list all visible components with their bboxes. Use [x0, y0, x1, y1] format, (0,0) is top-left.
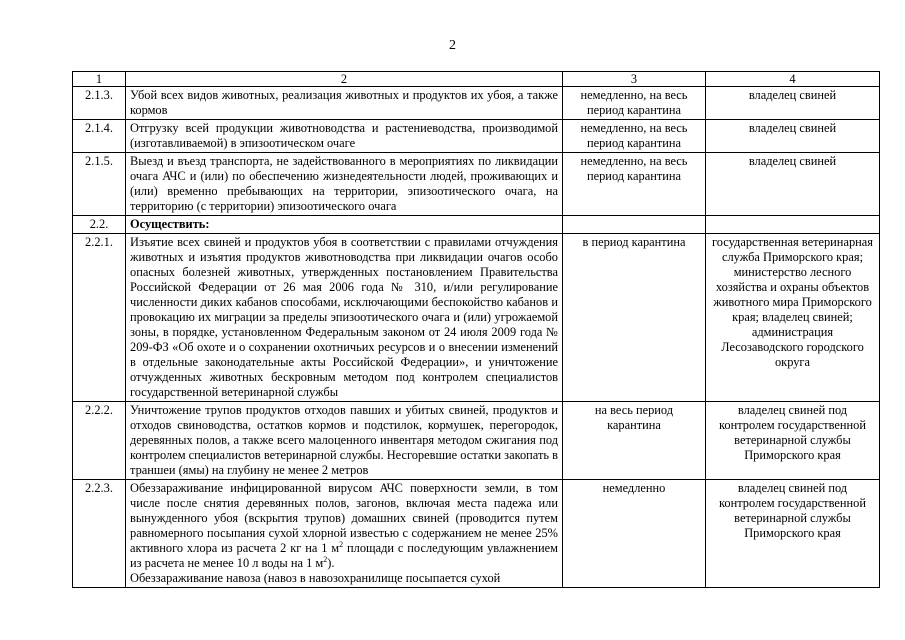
item-action: Отгрузку всей продукции животноводства и растениеводства, производимой (изготавливаемой) в эпизоотическом очаге	[126, 120, 563, 153]
table-row	[73, 234, 880, 402]
header-cell: 3	[563, 72, 706, 87]
superscript: 2	[323, 554, 328, 564]
item-action: Уничтожение трупов продуктов отходов павших и убитых свиней, продуктов и отходов свиноводства, остатков кормов и подстилок, кормушек, перегородок, деревянных полов, а также всего малоценного инвентаря методом сжигания под контролем специалистов ветеринарной службы. Несгоревшие остатки закопать в траншеи (ямы) на глубину не менее 2 метров	[126, 402, 563, 480]
item-action: Выезд и въезд транспорта, не задействованного в мероприятиях по ликвидации очага АЧС и (или) по обеспечению жизнедеятельности людей, проживающих и (или) временно пребывающих на территории, эпизоотического очага, на территорию (с территории) эпизоотического очага	[126, 153, 563, 216]
item-responsible: владелец свиней	[706, 87, 880, 120]
action-paragraph	[130, 481, 558, 571]
item-number: 2.2.3.	[73, 480, 126, 588]
action-paragraph-2: Обеззараживание навоза (навоз в навозохранилище посыпается сухой	[130, 571, 501, 585]
section-heading: Осуществить:	[126, 216, 563, 234]
action-text: ).	[327, 556, 335, 570]
item-action: Изъятие всех свиней и продуктов убоя в соответствии с правилами отчуждения животных и изъятия продуктов животноводства при ликвидации очагов особо опасных болезней животных, утвержденных постановлением Правительства Российской Федерации от 26 мая 2006 года № 310, и/или регулирование численности диких кабанов способами, исключающими беспокойство кабанов и провокацию их миграции за пределы эпизоотического очага и (или) угрожаемой зоны, в порядке, установленном Федеральным законом от 24 июля 2009 года № 209-ФЗ «Об охоте и о сохранении охотничьих ресурсов и о внесении изменений в отдельные законодательные акты Российской Федерации», и уничтожение отчужденных животных бескровным методом под контролем специалистов государственной ветеринарной службы	[126, 234, 563, 402]
table-row	[73, 402, 880, 480]
item-term: немедленно	[563, 480, 706, 588]
item-number: 2.2.2.	[73, 402, 126, 480]
item-action	[126, 480, 563, 588]
item-term: немедленно, на весь период карантина	[563, 153, 706, 216]
table-row	[73, 153, 880, 216]
table-header-row	[73, 72, 880, 87]
action-text: площади с последующим увлажнением из расчета не менее 10 л воды на 1 м	[130, 541, 558, 570]
item-responsible: владелец свиней под контролем государственной ветеринарной службы Приморского края	[706, 480, 880, 588]
page-number: 2	[449, 38, 456, 53]
item-responsible: владелец свиней под контролем государственной ветеринарной службы Приморского края	[706, 402, 880, 480]
action-text: Обеззараживание инфицированной вирусом АЧС поверхности земли, в том числе после снятия деревянных полов, загонов, включая места падежа или вынужденного убоя (вскрытия трупов) домашних свиней (проводится путем равномерного посыпания сухой хлорной известью с содержанием не менее 25% активного хлора из расчета 2 кг на 1 м	[130, 481, 558, 555]
item-responsible: государственная ветеринарная служба Приморского края; министерство лесного хозяйства и охраны объектов животного мира Приморского края; владелец свиней; администрация Лесозаводского городского округа	[706, 234, 880, 402]
item-term: немедленно, на весь период карантина	[563, 120, 706, 153]
item-number: 2.2.	[73, 216, 126, 234]
table-row	[73, 120, 880, 153]
item-responsible	[706, 216, 880, 234]
item-number: 2.1.4.	[73, 120, 126, 153]
item-term: немедленно, на весь период карантина	[563, 87, 706, 120]
item-term: в период карантина	[563, 234, 706, 402]
item-responsible: владелец свиней	[706, 120, 880, 153]
superscript: 2	[339, 539, 344, 549]
header-cell: 1	[73, 72, 126, 87]
item-term	[563, 216, 706, 234]
table-row	[73, 480, 880, 588]
item-number: 2.1.5.	[73, 153, 126, 216]
item-term: на весь период карантина	[563, 402, 706, 480]
item-number: 2.2.1.	[73, 234, 126, 402]
table-row	[73, 216, 880, 234]
header-cell: 4	[706, 72, 880, 87]
table-row	[73, 87, 880, 120]
measures-table	[72, 71, 880, 588]
header-cell: 2	[126, 72, 563, 87]
item-responsible: владелец свиней	[706, 153, 880, 216]
item-action: Убой всех видов животных, реализация животных и продуктов их убоя, а также кормов	[126, 87, 563, 120]
item-number: 2.1.3.	[73, 87, 126, 120]
